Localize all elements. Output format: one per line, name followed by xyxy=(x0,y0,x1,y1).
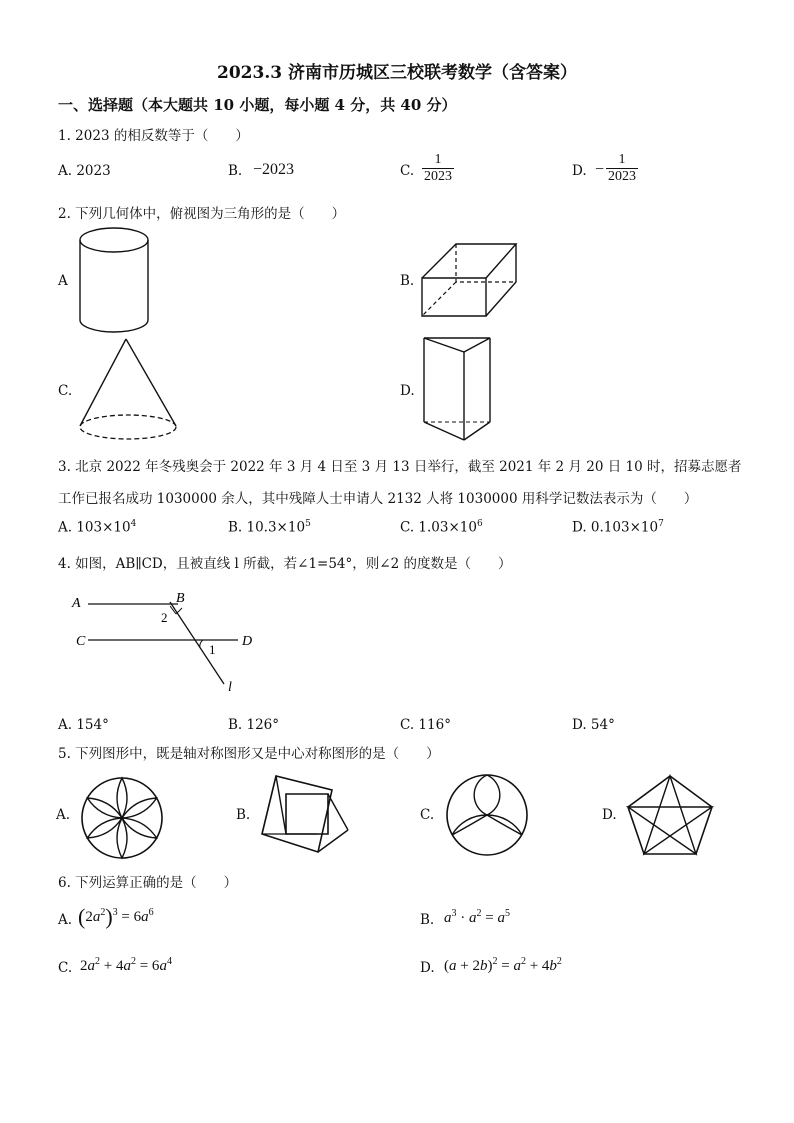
q3-option-a-exp: 4 xyxy=(130,519,137,529)
point-d-label: D xyxy=(242,634,253,649)
pentagram-pentagon-figure xyxy=(624,772,716,858)
q5-option-a: A. xyxy=(56,807,71,823)
q3-option-b xyxy=(228,519,311,536)
q2-option-d: D. xyxy=(400,383,415,399)
section-heading: 一、选择题（本大题共 10 小题，每小题 4 分，共 40 分） xyxy=(58,96,457,114)
q3-option-b-exp: 5 xyxy=(305,519,311,529)
angle-1-label: 1 xyxy=(209,642,216,657)
q1-option-b-value: −2023 xyxy=(253,161,295,178)
q2-option-b: B. xyxy=(400,273,415,289)
q4-stem: 4. 如图，AB∥CD，且被直线 l 所截，若∠1=54°，则∠2 的度数是（ ） xyxy=(58,556,512,572)
angle-2-label: 2 xyxy=(161,610,168,625)
q6-option-d-expression: $(a + 2b)^2 = a^2 + 4b^2$ xyxy=(444,956,562,974)
q6-option-b-label: B. xyxy=(420,912,435,928)
cylinder-figure xyxy=(76,226,156,336)
page-title: 2023.3 济南市历城区三校联考数学（含答案） xyxy=(217,63,577,83)
q6-option-a-expression: $(2a^2)^3 = 6a^6$ xyxy=(78,904,154,929)
q3-option-d-text: D. 0.103×10 xyxy=(572,519,659,536)
q1-option-c-fraction xyxy=(422,152,454,185)
q3-option-c-exp: 6 xyxy=(476,519,483,529)
pinwheel-squares-figure xyxy=(258,772,354,856)
q3-option-d xyxy=(572,519,664,536)
q6-stem: 6. 下列运算正确的是（ ） xyxy=(58,875,238,891)
three-arc-circle-figure xyxy=(442,770,532,860)
q1-c-numerator: 1 xyxy=(434,152,442,167)
q2-stem: 2. 下列几何体中，俯视图为三角形的是（ ） xyxy=(58,206,346,222)
cuboid-figure xyxy=(418,238,522,322)
point-a-label: A xyxy=(72,596,81,611)
q1-option-d-sign: − xyxy=(595,161,605,178)
q3-option-b-text: B. 10.3×10 xyxy=(228,519,306,536)
cone-figure xyxy=(76,336,184,446)
parallel-lines-figure xyxy=(66,588,266,696)
q5-option-c: C. xyxy=(420,807,435,823)
line-l-label: l xyxy=(228,680,232,695)
q6-option-b-expression: $a^3 \cdot a^2 = a^5$ xyxy=(444,908,510,926)
triangular-prism-figure xyxy=(418,334,498,446)
q1-option-d-fraction xyxy=(606,152,638,185)
q3-stem-line1: 3. 北京 2022 年冬残奥会于 2022 年 3 月 4 日至 3 月 13 日举行，截至 2021 年 2 月 20 日 10 时，招募志愿者 xyxy=(58,459,742,475)
q3-option-c xyxy=(400,519,483,536)
q6-option-c-expression: $2a^2 + 4a^2 = 6a^4$ xyxy=(80,956,172,974)
q4-option-d: D. 54° xyxy=(572,717,615,733)
q1-option-b-label: B. xyxy=(228,163,243,179)
q1-stem: 1. 2023 的相反数等于（ ） xyxy=(58,128,249,144)
point-c-label: C xyxy=(76,634,86,649)
q1-option-d-label: D. xyxy=(572,163,587,179)
q5-option-b: B. xyxy=(236,807,251,823)
q3-stem-line2: 工作已报名成功 1030000 余人，其中残障人士申请人 2132 人将 1030000 用科学记数法表示为（ ） xyxy=(58,491,698,507)
six-petal-flower-figure xyxy=(78,774,166,862)
q3-option-a xyxy=(58,519,136,536)
q6-option-d-label: D. xyxy=(420,960,435,976)
q6-option-c-label: C. xyxy=(58,960,73,976)
q1-d-denominator: 2023 xyxy=(608,169,636,185)
q3-option-c-text: C. 1.03×10 xyxy=(400,519,477,536)
q4-option-b: B. 126° xyxy=(228,717,280,733)
point-b-label: B xyxy=(176,591,185,606)
q2-option-c: C. xyxy=(58,383,73,399)
q3-option-a-text: A. 103×10 xyxy=(58,519,131,536)
q3-option-d-exp: 7 xyxy=(658,519,664,529)
q4-option-c: C. 116° xyxy=(400,717,451,733)
q1-c-denominator: 2023 xyxy=(424,169,452,185)
q1-d-numerator: 1 xyxy=(618,152,626,167)
q1-option-a: A. 2023 xyxy=(58,163,111,179)
q1-option-c-label: C. xyxy=(400,163,415,179)
q2-option-a: A xyxy=(58,273,68,289)
q5-stem: 5. 下列图形中，既是轴对称图形又是中心对称图形的是（ ） xyxy=(58,746,440,762)
q6-option-a-label: A. xyxy=(58,912,73,928)
q5-option-d: D. xyxy=(602,807,617,823)
q4-option-a: A. 154° xyxy=(58,717,109,733)
